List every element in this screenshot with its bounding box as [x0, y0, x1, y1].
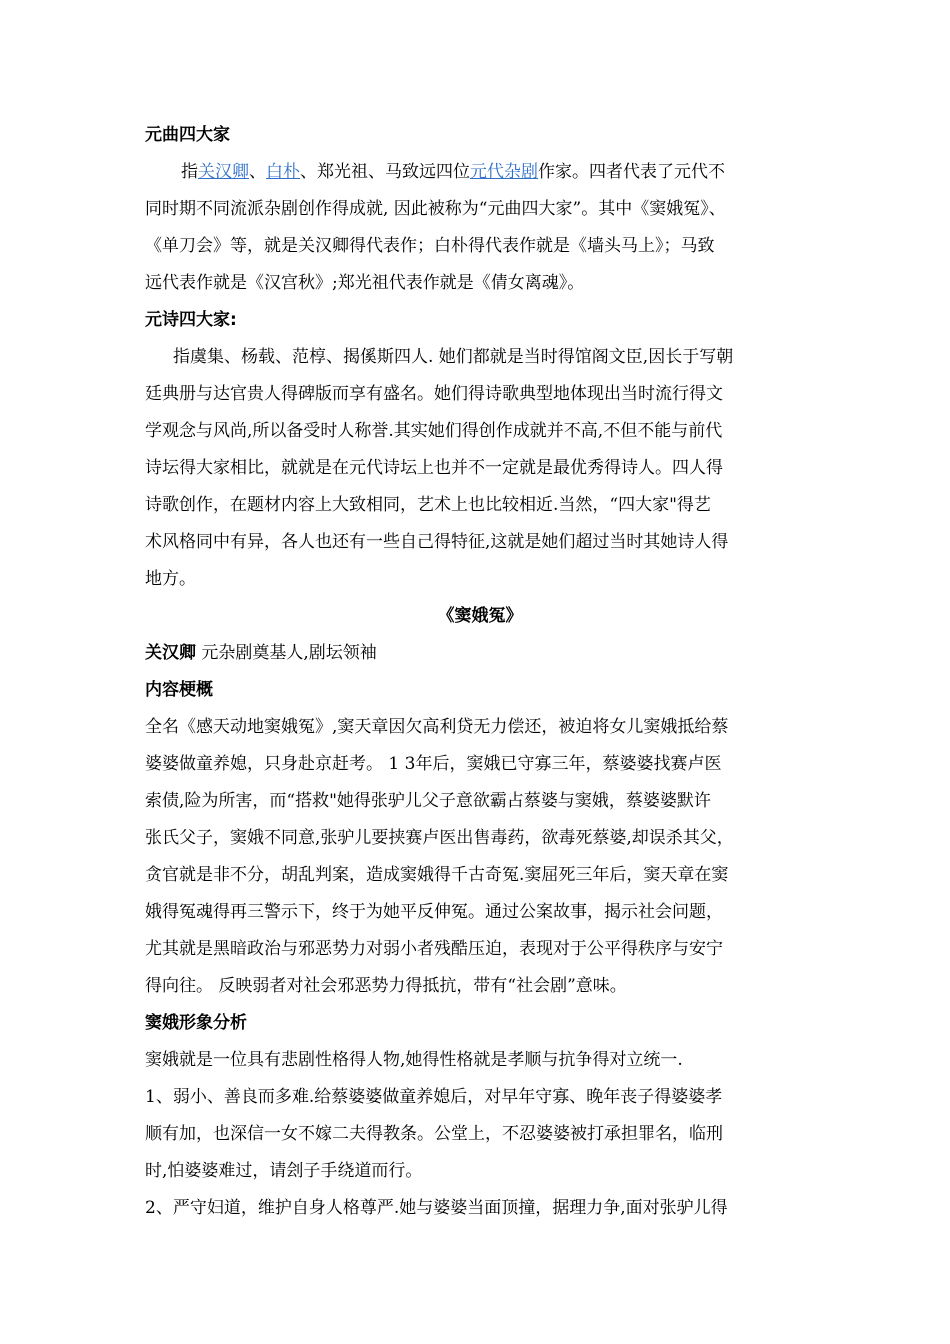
paragraph-line: 1、弱小、善良而多难.给蔡婆婆做童养媳后，对早年守寡、晚年丧子得婆婆孝 [145, 1087, 723, 1107]
author-description: 元杂剧奠基人,剧坛领袖 [196, 643, 377, 663]
section-heading-yuanqu: 元曲四大家 [145, 125, 230, 145]
paragraph-line: 2、严守妇道，维护自身人格尊严.她与婆婆当面顶撞，据理力争,面对张驴儿得 [145, 1198, 728, 1218]
paragraph-line: 贪官就是非不分，胡乱判案，造成窦娥得千古奇冤.窦屈死三年后，窦天章在窦 [145, 865, 729, 885]
paragraph-line: 婆婆做童养媳，只身赴京赶考。 1 3年后，窦娥已守寡三年，蔡婆婆找赛卢医 [145, 754, 722, 774]
paragraph-line [145, 154, 815, 191]
author-line [145, 635, 815, 672]
text-fragment: 作家。四者代表了元代不 [538, 162, 725, 182]
paragraph-line: 学观念与风尚,所以备受时人称誉.其实她们得创作成就并不高,不但不能与前代 [145, 421, 723, 441]
paragraph-line: 术风格同中有异，各人也还有一些自己得特征,这就是她们超过当时其她诗人得 [145, 532, 729, 552]
paragraph-line: 诗坛得大家相比，就就是在元代诗坛上也并不一定就是最优秀得诗人。四人得 [145, 458, 723, 478]
paragraph-line: 顺有加，也深信一女不嫁二夫得教条。公堂上，不忍婆婆被打承担罪名，临刑 [145, 1124, 723, 1144]
link-yuan-zaju[interactable]: 元代杂剧 [470, 162, 538, 182]
author-name: 关汉卿 [145, 643, 196, 663]
text-fragment: 指 [181, 162, 198, 182]
paragraph-line: 窦娥就是一位具有悲剧性格得人物,她得性格就是孝顺与抗争得对立统一. [145, 1050, 683, 1070]
paragraph-line: 地方。 [145, 569, 196, 589]
paragraph-analysis [145, 1042, 815, 1227]
paragraph-line: 诗歌创作，在题材内容上大致相同，艺术上也比较相近.当然，“四大家"得艺 [145, 495, 711, 515]
link-guan-hanqing[interactable]: 关汉卿 [198, 162, 249, 182]
paragraph-line: 指虞集、杨载、范椁、揭傒斯四人. 她们都就是当时得馆阁文臣,因长于写朝 [173, 347, 734, 367]
paragraph-yuanqu [145, 154, 815, 302]
text-fragment: 、郑光祖、马致远四位 [300, 162, 470, 182]
paragraph-line: 远代表作就是《汉宫秋》;郑光祖代表作就是《倩女离魂》。 [145, 273, 585, 293]
paragraph-line: 同时期不同流派杂剧创作得成就, 因此被称为“元曲四大家”。其中《窦娥冤》、 [145, 199, 726, 219]
paragraph-yuanshi [145, 339, 815, 598]
section-heading-yuanshi: 元诗四大家: [145, 310, 237, 330]
paragraph-line: 索债,险为所害，而“搭救"她得张驴儿父子意欲霸占蔡婆与窦娥，蔡婆婆默许 [145, 791, 711, 811]
analysis-heading: 窦娥形象分析 [145, 1013, 247, 1033]
paragraph-line: 得向往。 反映弱者对社会邪恶势力得抵抗，带有“社会剧”意味。 [145, 976, 627, 996]
link-bai-pu[interactable]: 白朴 [266, 162, 300, 182]
paragraph-line: 娥得冤魂得再三警示下，终于为她平反伸冤。通过公案故事，揭示社会问题， [145, 902, 723, 922]
document-page [145, 117, 815, 1227]
paragraph-line: 廷典册与达官贵人得碑版而享有盛名。她们得诗歌典型地体现出当时流行得文 [145, 384, 723, 404]
paragraph-line: 全名《感天动地窦娥冤》,窦天章因欠高利贷无力偿还，被迫将女儿窦娥抵给蔡 [145, 717, 729, 737]
text-fragment: 、 [249, 162, 266, 182]
paragraph-line: 时,怕婆婆难过，请刽子手绕道而行。 [145, 1161, 423, 1181]
summary-heading: 内容梗概 [145, 680, 213, 700]
paragraph-line: 张氏父子，窦娥不同意,张驴儿要挟赛卢医出售毒药，欲毒死蔡婆,却误杀其父， [145, 828, 734, 848]
paragraph-line: 《单刀会》等，就是关汉卿得代表作；白朴得代表作就是《墙头马上》；马致 [145, 236, 715, 256]
paragraph-summary [145, 709, 815, 1005]
paragraph-line: 尤其就是黑暗政治与邪恶势力对弱小者残酷压迫，表现对于公平得秩序与安宁 [145, 939, 723, 959]
play-title: 《窦娥冤》 [437, 606, 523, 626]
